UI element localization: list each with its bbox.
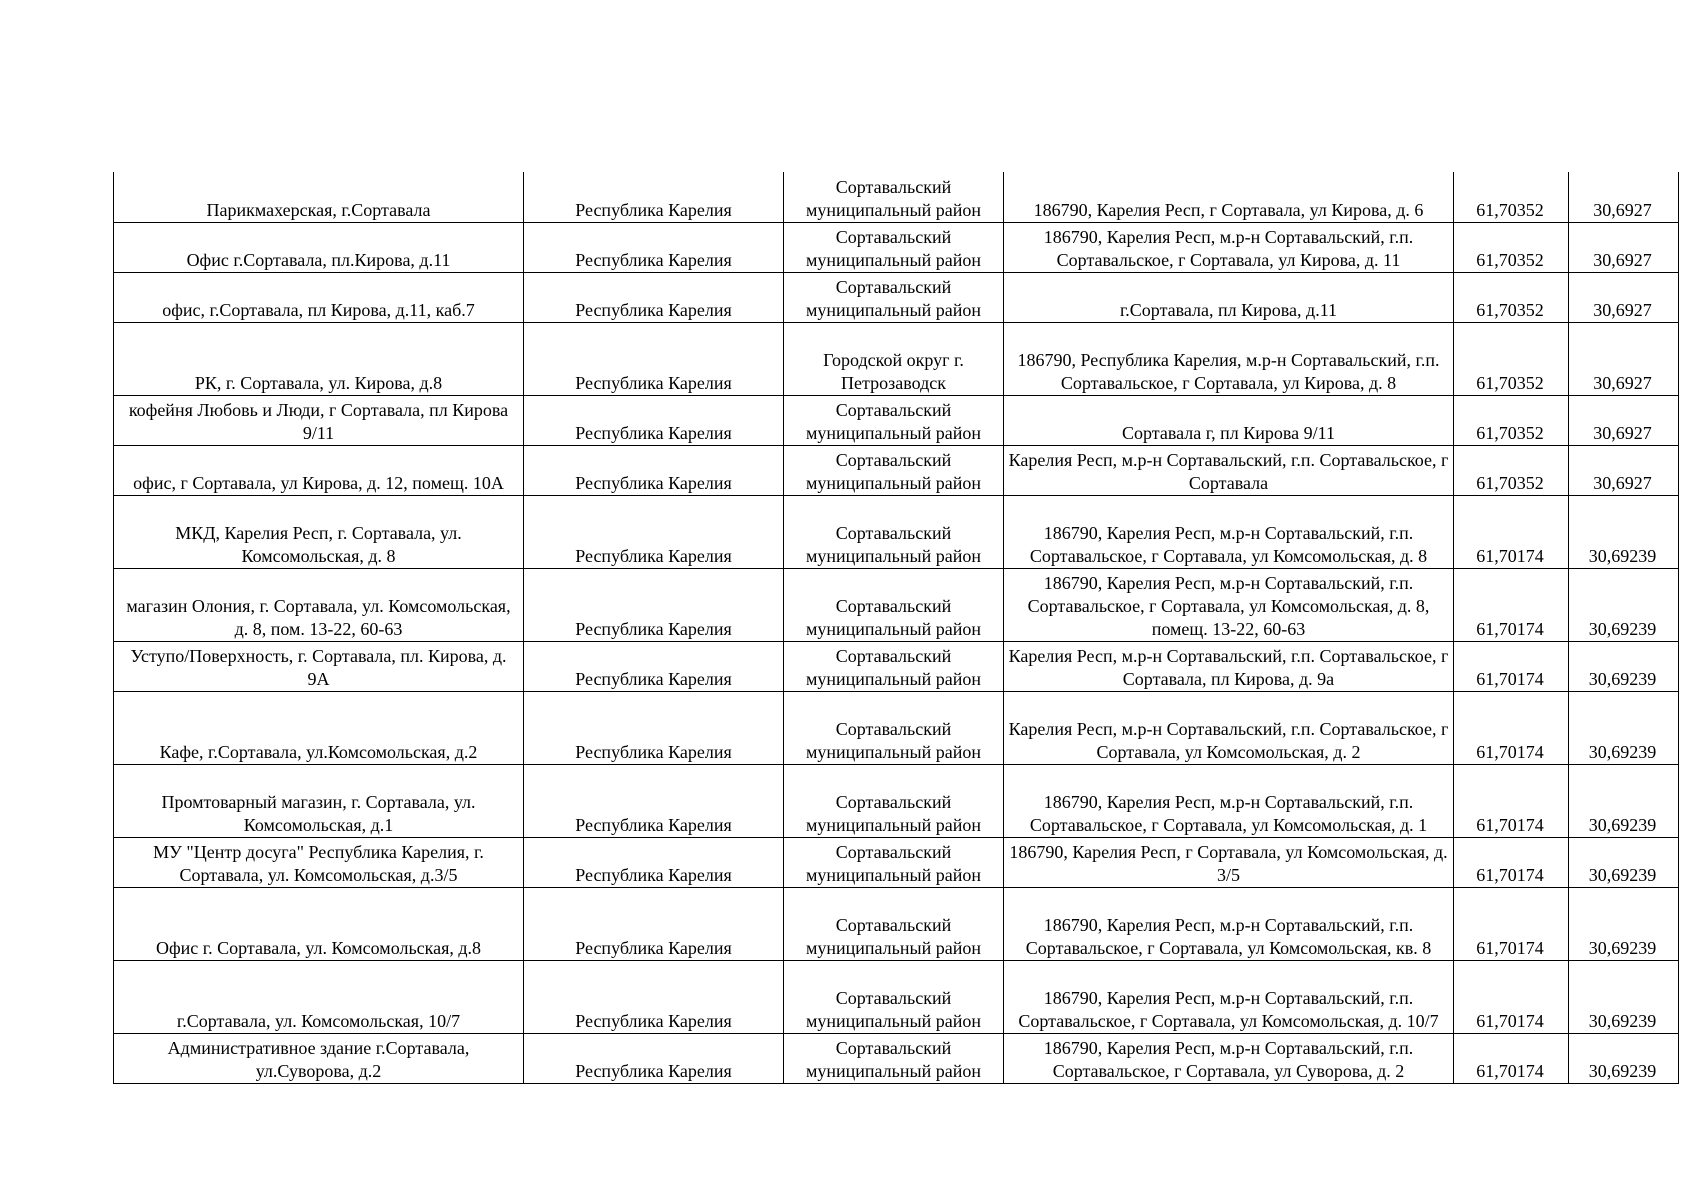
cell-address: 186790, Карелия Респ, м.р-н Сортавальский, г.п. Сортавальское, г Сортавала, ул Комсомольская, д. 1 xyxy=(1004,764,1454,837)
cell-region: Республика Карелия xyxy=(524,764,784,837)
cell-address: Карелия Респ, м.р-н Сортавальский, г.п. Сортавальское, г Сортавала, ул Комсомольская, д. 2 xyxy=(1004,691,1454,764)
cell-district: Сортавальский муниципальный район xyxy=(784,395,1004,445)
cell-district: Сортавальский муниципальный район xyxy=(784,764,1004,837)
cell-address: 186790, Карелия Респ, г Сортавала, ул Комсомольская, д. 3/5 xyxy=(1004,837,1454,887)
cell-longitude: 30,69239 xyxy=(1569,495,1679,568)
cell-latitude: 61,70174 xyxy=(1454,764,1569,837)
cell-longitude: 30,6927 xyxy=(1569,322,1679,395)
cell-object-name: Уступо/Поверхность, г. Сортавала, пл. Кирова, д. 9А xyxy=(114,641,524,691)
cell-address: 186790, Карелия Респ, м.р-н Сортавальский, г.п. Сортавальское, г Сортавала, ул Комсомольская, кв. 8 xyxy=(1004,887,1454,960)
cell-region: Республика Карелия xyxy=(524,1033,784,1083)
cell-longitude: 30,69239 xyxy=(1569,568,1679,641)
cell-object-name: Административное здание г.Сортавала, ул.Суворова, д.2 xyxy=(114,1033,524,1083)
cell-address: 186790, Республика Карелия, м.р-н Сортавальский, г.п. Сортавальское, г Сортавала, ул Кирова, д. 8 xyxy=(1004,322,1454,395)
cell-object-name: г.Сортавала, ул. Комсомольская, 10/7 xyxy=(114,960,524,1033)
cell-district: Сортавальский муниципальный район xyxy=(784,445,1004,495)
cell-latitude: 61,70352 xyxy=(1454,322,1569,395)
table-row xyxy=(114,445,1679,495)
cell-object-name: Офис г. Сортавала, ул. Комсомольская, д.8 xyxy=(114,887,524,960)
cell-latitude: 61,70174 xyxy=(1454,568,1569,641)
cell-longitude: 30,69239 xyxy=(1569,960,1679,1033)
cell-latitude: 61,70352 xyxy=(1454,172,1569,222)
cell-longitude: 30,6927 xyxy=(1569,172,1679,222)
cell-address: г.Сортавала, пл Кирова, д.11 xyxy=(1004,272,1454,322)
table-row xyxy=(114,764,1679,837)
cell-region: Республика Карелия xyxy=(524,495,784,568)
cell-latitude: 61,70174 xyxy=(1454,1033,1569,1083)
cell-longitude: 30,69239 xyxy=(1569,1033,1679,1083)
cell-object-name: магазин Олония, г. Сортавала, ул. Комсомольская, д. 8, пом. 13-22, 60-63 xyxy=(114,568,524,641)
cell-district: Сортавальский муниципальный район xyxy=(784,887,1004,960)
table-row xyxy=(114,172,1679,222)
cell-district: Сортавальский муниципальный район xyxy=(784,837,1004,887)
cell-region: Республика Карелия xyxy=(524,691,784,764)
table-row xyxy=(114,837,1679,887)
cell-latitude: 61,70174 xyxy=(1454,691,1569,764)
cell-object-name: РК, г. Сортавала, ул. Кирова, д.8 xyxy=(114,322,524,395)
table-row xyxy=(114,1033,1679,1083)
cell-longitude: 30,6927 xyxy=(1569,272,1679,322)
cell-object-name: Кафе, г.Сортавала, ул.Комсомольская, д.2 xyxy=(114,691,524,764)
address-table-body xyxy=(114,172,1679,1083)
table-row xyxy=(114,960,1679,1033)
table-row xyxy=(114,691,1679,764)
cell-address: Карелия Респ, м.р-н Сортавальский, г.п. Сортавальское, г Сортавала, пл Кирова, д. 9а xyxy=(1004,641,1454,691)
cell-object-name: Офис г.Сортавала, пл.Кирова, д.11 xyxy=(114,222,524,272)
cell-region: Республика Карелия xyxy=(524,395,784,445)
cell-district: Сортавальский муниципальный район xyxy=(784,691,1004,764)
table-row xyxy=(114,322,1679,395)
cell-latitude: 61,70174 xyxy=(1454,495,1569,568)
table-row xyxy=(114,641,1679,691)
cell-latitude: 61,70174 xyxy=(1454,887,1569,960)
cell-latitude: 61,70352 xyxy=(1454,222,1569,272)
table-row xyxy=(114,568,1679,641)
table-row xyxy=(114,887,1679,960)
cell-region: Республика Карелия xyxy=(524,887,784,960)
table-row xyxy=(114,222,1679,272)
cell-district: Сортавальский муниципальный район xyxy=(784,568,1004,641)
cell-longitude: 30,69239 xyxy=(1569,691,1679,764)
cell-object-name: кофейня Любовь и Люди, г Сортавала, пл Кирова 9/11 xyxy=(114,395,524,445)
cell-address: 186790, Карелия Респ, г Сортавала, ул Кирова, д. 6 xyxy=(1004,172,1454,222)
cell-region: Республика Карелия xyxy=(524,960,784,1033)
cell-address: Сортавала г, пл Кирова 9/11 xyxy=(1004,395,1454,445)
cell-latitude: 61,70174 xyxy=(1454,960,1569,1033)
cell-region: Республика Карелия xyxy=(524,837,784,887)
cell-longitude: 30,6927 xyxy=(1569,395,1679,445)
cell-district: Сортавальский муниципальный район xyxy=(784,641,1004,691)
cell-district: Сортавальский муниципальный район xyxy=(784,1033,1004,1083)
cell-address: 186790, Карелия Респ, м.р-н Сортавальский, г.п. Сортавальское, г Сортавала, ул Комсомольская, д. 10/7 xyxy=(1004,960,1454,1033)
cell-latitude: 61,70174 xyxy=(1454,837,1569,887)
cell-region: Республика Карелия xyxy=(524,568,784,641)
cell-latitude: 61,70352 xyxy=(1454,272,1569,322)
cell-region: Республика Карелия xyxy=(524,222,784,272)
cell-district: Городской округ г. Петрозаводск xyxy=(784,322,1004,395)
cell-address: 186790, Карелия Респ, м.р-н Сортавальский, г.п. Сортавальское, г Сортавала, ул Комсомольская, д. 8 xyxy=(1004,495,1454,568)
cell-address: 186790, Карелия Респ, м.р-н Сортавальский, г.п. Сортавальское, г Сортавала, ул Суворова, д. 2 xyxy=(1004,1033,1454,1083)
cell-object-name: МУ "Центр досуга" Республика Карелия, г. Сортавала, ул. Комсомольская, д.3/5 xyxy=(114,837,524,887)
cell-district: Сортавальский муниципальный район xyxy=(784,172,1004,222)
cell-district: Сортавальский муниципальный район xyxy=(784,495,1004,568)
cell-latitude: 61,70174 xyxy=(1454,641,1569,691)
address-table xyxy=(113,172,1679,1084)
cell-object-name: МКД, Карелия Респ, г. Сортавала, ул. Комсомольская, д. 8 xyxy=(114,495,524,568)
cell-address: 186790, Карелия Респ, м.р-н Сортавальский, г.п. Сортавальское, г Сортавала, ул Комсомольская, д. 8, помещ. 13-22, 60-63 xyxy=(1004,568,1454,641)
cell-longitude: 30,6927 xyxy=(1569,222,1679,272)
cell-longitude: 30,6927 xyxy=(1569,445,1679,495)
cell-district: Сортавальский муниципальный район xyxy=(784,960,1004,1033)
cell-address: Карелия Респ, м.р-н Сортавальский, г.п. Сортавальское, г Сортавала xyxy=(1004,445,1454,495)
cell-district: Сортавальский муниципальный район xyxy=(784,272,1004,322)
cell-longitude: 30,69239 xyxy=(1569,837,1679,887)
table-row xyxy=(114,495,1679,568)
cell-region: Республика Карелия xyxy=(524,445,784,495)
cell-region: Республика Карелия xyxy=(524,641,784,691)
cell-region: Республика Карелия xyxy=(524,272,784,322)
cell-object-name: офис, г Сортавала, ул Кирова, д. 12, помещ. 10А xyxy=(114,445,524,495)
cell-object-name: офис, г.Сортавала, пл Кирова, д.11, каб.7 xyxy=(114,272,524,322)
cell-object-name: Парикмахерская, г.Сортавала xyxy=(114,172,524,222)
cell-region: Республика Карелия xyxy=(524,172,784,222)
cell-object-name: Промтоварный магазин, г. Сортавала, ул. Комсомольская, д.1 xyxy=(114,764,524,837)
cell-longitude: 30,69239 xyxy=(1569,887,1679,960)
table-row xyxy=(114,395,1679,445)
cell-longitude: 30,69239 xyxy=(1569,764,1679,837)
cell-longitude: 30,69239 xyxy=(1569,641,1679,691)
table-row xyxy=(114,272,1679,322)
cell-latitude: 61,70352 xyxy=(1454,445,1569,495)
cell-region: Республика Карелия xyxy=(524,322,784,395)
cell-address: 186790, Карелия Респ, м.р-н Сортавальский, г.п. Сортавальское, г Сортавала, ул Кирова, д. 11 xyxy=(1004,222,1454,272)
cell-district: Сортавальский муниципальный район xyxy=(784,222,1004,272)
cell-latitude: 61,70352 xyxy=(1454,395,1569,445)
